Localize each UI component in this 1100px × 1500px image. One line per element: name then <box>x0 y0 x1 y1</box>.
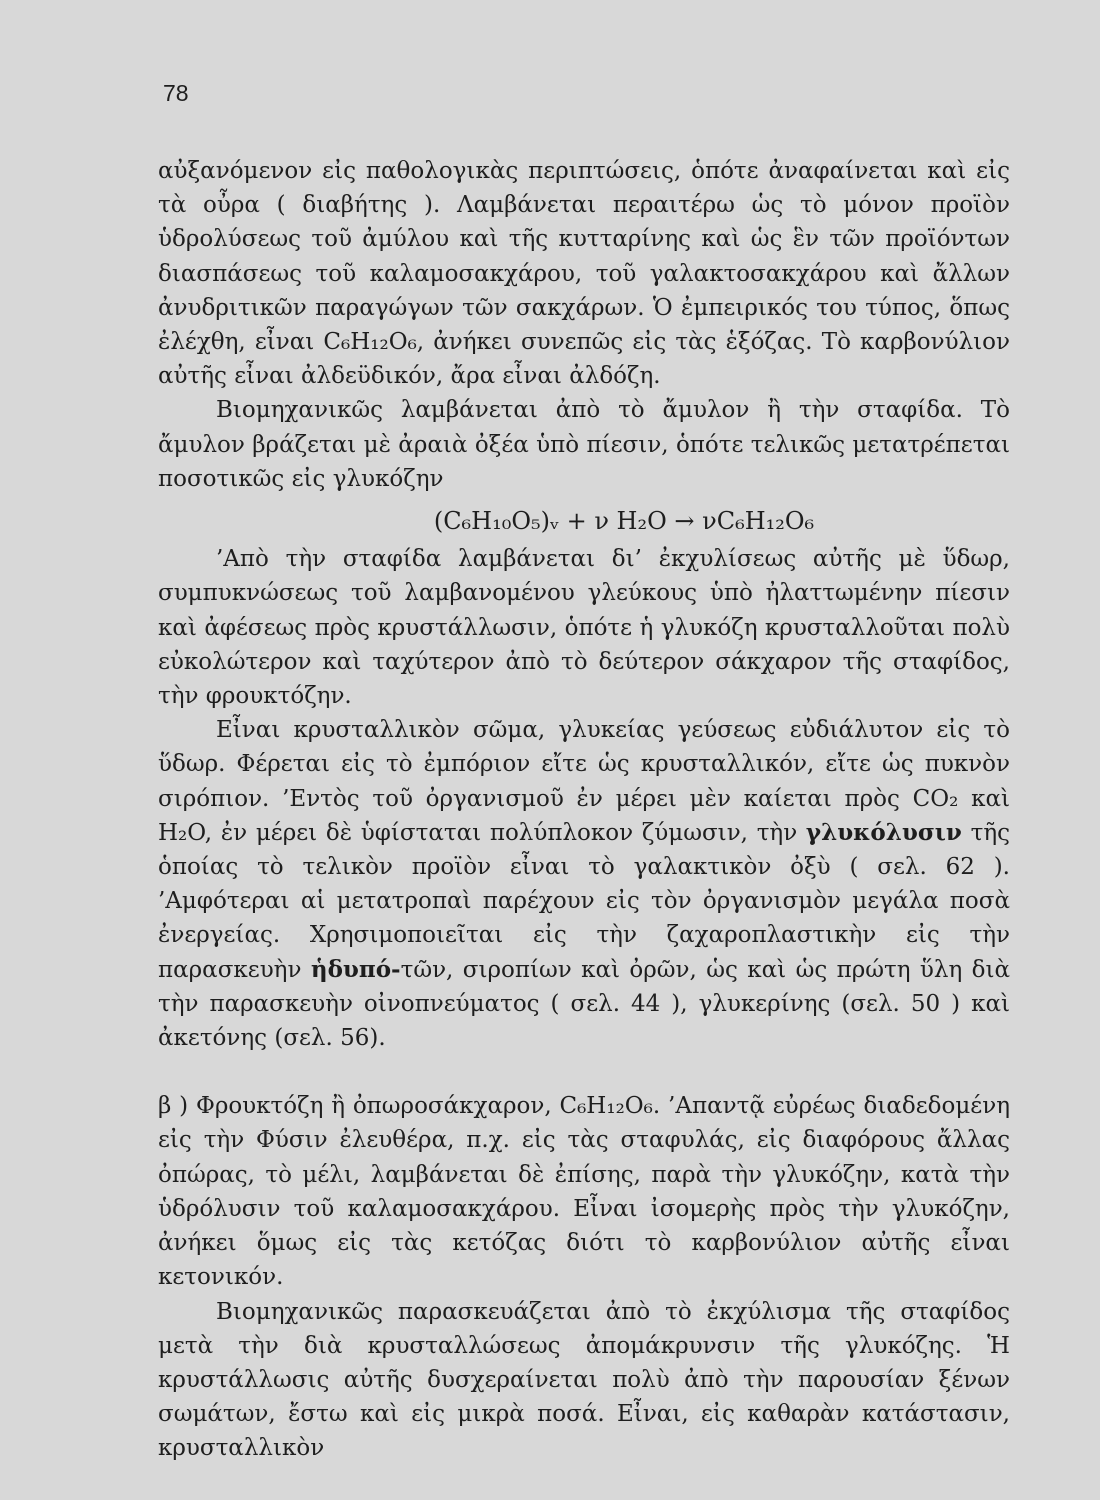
bold-term-sweets: ἡδυπό- <box>310 955 401 983</box>
chemical-equation: (C₆H₁₀O₅)ᵥ + ν H₂O → νC₆H₁₂O₆ <box>433 507 815 536</box>
paragraph-1: αὐξανόμενον εἰς παθολογικὰς περιπτώσεις, ὁπότε ἀναφαίνεται καὶ εἰς τὰ οὖρα ( διαβήτης ). Λαμβάνεται περαιτέρω ὡς τὸ μόνον προϊὸν ὑδρολύσεως τοῦ ἀμύλου καὶ τῆς κυτταρίνης καὶ ὡς ἓν τῶν προϊόντων διασπάσεως τοῦ καλαμοσακχάρου, τοῦ γαλακτοσακχάρου καὶ ἄλλων ἀνυδριτικῶν παραγώγων τῶν σακχάρων. Ὁ ἐμπειρικός του τύπος, ὅπως ἐλέχθη, εἶναι C₆H₁₂O₆, ἀνήκει συνεπῶς εἰς τὰς ἑξόζας. Τὸ καρβονύλιον αὐτῆς εἶναι ἀλδεϋδικόν, ἄρα εἶναι ἀλδόζη. <box>158 158 1010 390</box>
body-text <box>158 154 1010 1466</box>
paragraph-4-text: Εἶναι κρυσταλλικὸν σῶμα, γλυκείας γεύσεως εὐδιάλυτον εἰς τὸ ὕδωρ. Φέρεται εἰς τὸ ἐμπόριον εἴτε ὡς κρυσταλλικόν, εἴτε ὡς πυκνὸν σιρόπιον. ’Εντὸς τοῦ ὀργανισμοῦ ἐν μέρει μὲν καίεται πρὸς CO₂ καὶ H₂O, ἐν μέρει δὲ ὑφίσταται πολύπλοκον ζύμωσιν, τὴν <box>158 717 1010 846</box>
paragraph-gap <box>158 1055 1010 1089</box>
paragraph-4-cont: τῆς ὁποίας τὸ τελικὸν προϊὸν εἶναι τὸ γαλακτικὸν ὀξὺ ( σελ. 62 ). ’Αμφότεραι αἱ μετατροπαὶ παρέχουν εἰς τὸν ὀργανισμὸν μεγάλα ποσὰ ἐνεργείας. Χρησιμοποιεῖται εἰς τὴν ζαχαροπλαστικὴν εἰς τὴν παρασκευὴν <box>158 819 1010 983</box>
paragraph-fructose: β ) Φρουκτόζη ἢ ὀπωροσάκχαρον, C₆H₁₂O₆. ’Απαντᾷ εὐρέως διαδεδομένη εἰς τὴν Φύσιν ἐλευθέρα, π.χ. εἰς τὰς σταφυλάς, εἰς διαφόρους ἄλλας ὀπώρας, τὸ μέλι, λαμβάνεται δὲ ἐπίσης, παρὰ τὴν γλυκόζην, κατὰ τὴν ὑδρόλυσιν τοῦ καλαμοσακχάρου. Εἶναι ἰσομερὴς πρὸς τὴν γλυκόζην, ἀνήκει ὅμως εἰς τὰς κετόζας διότι τὸ καρβονύλιον αὐτῆς εἶναι κετονικόν. <box>158 1093 1010 1291</box>
page-number: 78 <box>163 80 189 106</box>
paragraph-2: Βιομηχανικῶς λαμβάνεται ἀπὸ τὸ ἄμυλον ἢ τὴν σταφίδα. Τὸ ἄμυλον βράζεται μὲ ἀραιὰ ὀξέα ὑπὸ πίεσιν, ὁπότε τελικῶς μετατρέπεται ποσοτικῶς εἰς γλυκόζην <box>158 397 1010 492</box>
paragraph-4-end: τῶν, σιροπίων καὶ ὀρῶν, ὡς καὶ ὡς πρώτη ὕλη διὰ τὴν παρασκευὴν οἰνοπνεύματος ( σελ. 44 ), γλυκερίνης (σελ. 50 ) καὶ ἀκετόνης (σελ. 56). <box>158 956 1011 1052</box>
paragraph-3: ’Απὸ τὴν σταφίδα λαμβάνεται δι’ ἐκχυλίσεως αὐτῆς μὲ ὕδωρ, συμπυκνώσεως τοῦ λαμβανομένου γλεύκους ὑπὸ ἠλαττωμένην πίεσιν καὶ ἀφέσεως πρὸς κρυστάλλωσιν, ὁπότε ἡ γλυκόζη κρυσταλλοῦται πολὺ εὐκολώτερον καὶ ταχύτερον ἀπὸ τὸ δεύτερον σάκχαρον τῆς σταφίδος, τὴν φρουκτόζην. <box>158 546 1010 710</box>
paragraph-4 <box>158 713 1010 1055</box>
bold-term-glycolysis: γλυκόλυσιν <box>805 818 962 846</box>
paragraph-industrial: Βιομηχανικῶς παρασκευάζεται ἀπὸ τὸ ἐκχύλισμα τῆς σταφίδος μετὰ τὴν διὰ κρυσταλλώσεως ἀπομάκρυνσιν τῆς γλυκόζης. Ἡ κρυστάλλωσις αὐτῆς δυσχεραίνεται πολὺ ἀπὸ τὴν παρουσίαν ξένων σωμάτων, ἔστω καὶ εἰς μικρὰ ποσά. Εἶναι, εἰς καθαρὰν κατάστασιν, κρυσταλλικὸν <box>158 1298 1010 1462</box>
